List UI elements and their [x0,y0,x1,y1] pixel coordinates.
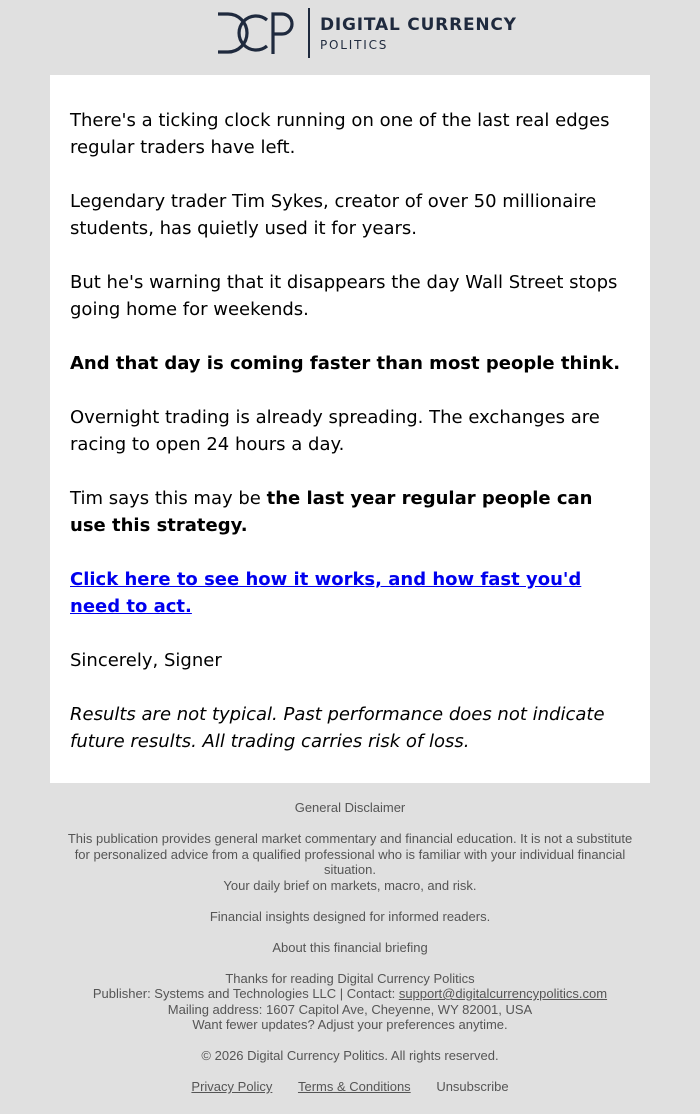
signoff: Sincerely, Signer [70,650,222,671]
footer-tagline: Your daily brief on markets, macro, and risk. [223,877,477,893]
logo-name-line2: POLITICS [320,37,389,52]
footer-thanks: Thanks for reading Digital Currency Politics [225,970,475,986]
footer-about: About this financial briefing [272,939,428,955]
footer-body: This publication provides general market commentary and financial education. It is not a substitute for personalized advice from a qualified professional who is familiar with your individual financial situation. [67,831,633,877]
message-card [50,75,650,783]
last-year-lead-text: Tim says this may be [70,488,267,509]
cta-paragraph [70,566,630,620]
footer-heading: General Disclaimer [294,800,406,815]
cta-link[interactable]: Click here to see how it works, and how fast you'd need to act. [70,569,582,617]
privacy-policy-link[interactable]: Privacy Policy [191,1079,273,1094]
footer-publisher [60,986,640,1002]
logo-wordmark [320,14,517,53]
email-footer [60,800,640,1095]
terms-link[interactable]: Terms & Conditions [297,1079,411,1094]
last-year-bold-text: the last year regular people can use this strategy. [70,488,593,536]
footer-address: Mailing address: 1607 Capitol Ave, Cheyenne, WY 82001, USA [167,1001,533,1017]
unsubscribe-link[interactable]: Unsubscribe [436,1079,509,1094]
contact-email-link[interactable]: support@digitalcurrencypolitics.com [398,986,608,1001]
footer-preferences: Want fewer updates? Adjust your preferences anytime. [192,1017,508,1032]
footer-insights: Financial insights designed for informed readers. [209,908,491,924]
paragraph-overnight: Overnight trading is already spreading. The exchanges are racing to open 24 hours a day. [70,407,600,455]
email-header [0,0,700,75]
paragraph-intro: There's a ticking clock running on one of the last real edges regular traders have left. [70,110,610,158]
footer-copyright: © 2026 Digital Currency Politics. All rights reserved. [201,1048,499,1063]
logo-divider [308,8,310,58]
logo-name-line1: DIGITAL CURRENCY [320,14,517,35]
paragraph-last-year [70,485,630,539]
dcp-logo-mark-icon [216,11,296,55]
publisher-text: Publisher: Systems and Technologies LLC | Contact: [92,986,399,1001]
risk-disclaimer: Results are not typical. Past performance does not indicate future results. All trading carries risk of loss. [70,704,605,752]
paragraph-trader: Legendary trader Tim Sykes, creator of over 50 millionaire students, has quietly used it for years. [70,191,597,239]
footer-links [60,1079,640,1095]
brand-logo[interactable] [216,8,517,58]
paragraph-warning: But he's warning that it disappears the day Wall Street stops going home for weekends. [70,272,618,320]
paragraph-emphasis: And that day is coming faster than most people think. [70,353,621,374]
